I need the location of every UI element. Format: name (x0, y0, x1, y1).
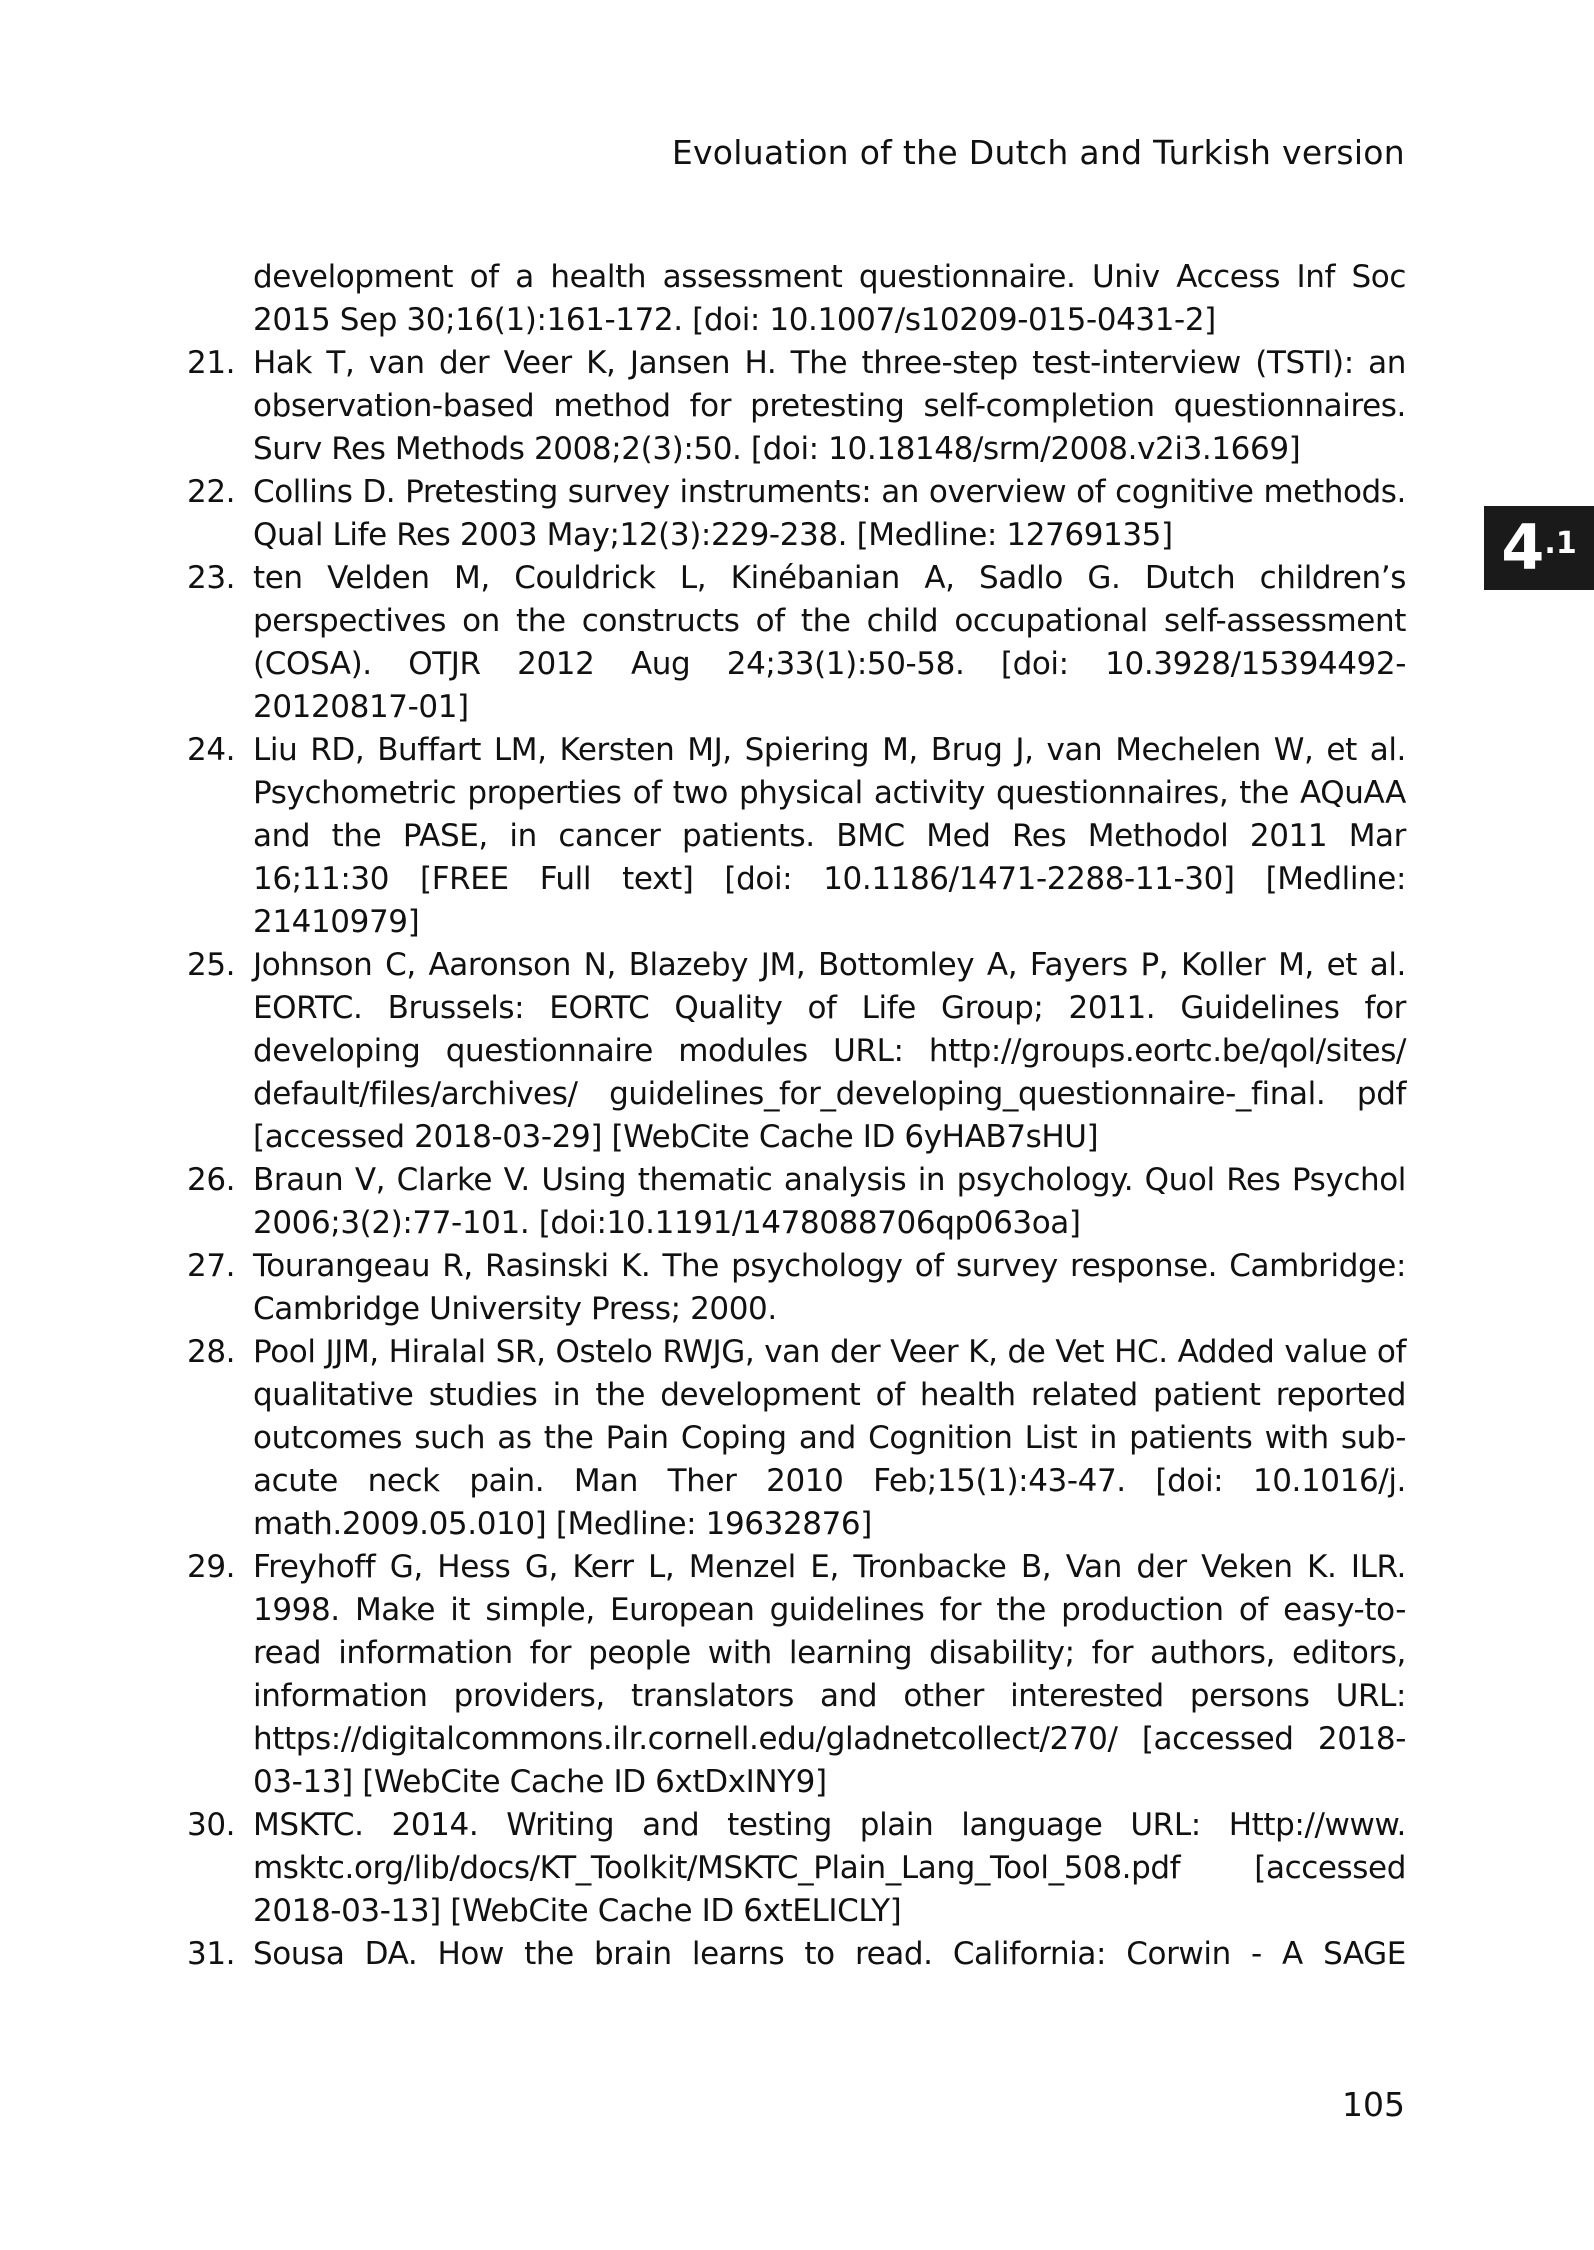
reference-number: 22. (187, 474, 236, 510)
reference-text: Braun V, Clarke V. Using thematic analysis in psychology. Quol Res Psychol 2006;3(2):77-101. [doi:10.1191/1478088706qp063oa] (253, 1162, 1406, 1241)
chapter-tab (1484, 506, 1594, 590)
reference-number: 25. (187, 947, 236, 983)
reference-text: Freyhoff G, Hess G, Kerr L, Menzel E, Tronbacke B, Van der Veken K. ILR. 1998. Make it simple, European guidelines for the production of easy-to-read information for people with learning disability; for authors, editors, information providers, translators and other interested persons URL: https://digitalcommons.ilr.cornell.edu/gladnetcollect/270/ [accessed 2018-03-13] [WebCite Cache ID 6xtDxINY9] (253, 1549, 1406, 1800)
reference-item-21 (187, 342, 1406, 471)
reference-text: development of a health assessment questionnaire. Univ Access Inf Soc 2015 Sep 30;16(1):161-172. [doi: 10.1007/s10209-015-0431-2] (253, 259, 1406, 338)
running-header: Evoluation of the Dutch and Turkish version (671, 133, 1405, 172)
reference-number: 30. (187, 1807, 236, 1843)
page-number: 105 (1342, 2085, 1405, 2124)
reference-number: 31. (187, 1936, 236, 1972)
reference-number: 21. (187, 345, 236, 381)
reference-list (187, 256, 1406, 1976)
reference-text: Sousa DA. How the brain learns to read. California: Corwin - A SAGE (253, 1936, 1406, 1972)
reference-item-31 (187, 1933, 1406, 1976)
reference-text: Tourangeau R, Rasinski K. The psychology of survey response. Cambridge: Cambridge University Press; 2000. (253, 1248, 1406, 1327)
reference-number: 29. (187, 1549, 236, 1585)
reference-item-30 (187, 1804, 1406, 1933)
reference-item-27 (187, 1245, 1406, 1331)
reference-number: 26. (187, 1162, 236, 1198)
reference-text: Liu RD, Buffart LM, Kersten MJ, Spiering M, Brug J, van Mechelen W, et al. Psychometric properties of two physical activity questionnaires, the AQuAA and the PASE, in cancer patients. BMC Med Res Methodol 2011 Mar 16;11:30 [FREE Full text] [doi: 10.1186/1471-2288-11-30] [Medline: 21410979] (253, 732, 1406, 940)
reference-text: Pool JJM, Hiralal SR, Ostelo RWJG, van der Veer K, de Vet HC. Added value of qualitative studies in the development of health related patient reported outcomes such as the Pain Coping and Cognition List in patients with sub-acute neck pain. Man Ther 2010 Feb;15(1):43-47. [doi: 10.1016/j. math.2009.05.010] [Medline: 19632876] (253, 1334, 1406, 1542)
reference-number: 27. (187, 1248, 236, 1284)
reference-text: Hak T, van der Veer K, Jansen H. The three-step test-interview (TSTI): an observation-based method for pretesting self-completion questionnaires. Surv Res Methods 2008;2(3):50. [doi: 10.18148/srm/2008.v2i3.1669] (253, 345, 1406, 467)
section-number: .1 (1544, 526, 1577, 561)
reference-item-24 (187, 729, 1406, 944)
reference-continued (187, 256, 1406, 342)
chapter-number: 4 (1501, 511, 1545, 584)
reference-item-22 (187, 471, 1406, 557)
reference-text: Collins D. Pretesting survey instruments: an overview of cognitive methods. Qual Life Res 2003 May;12(3):229-238. [Medline: 12769135] (253, 474, 1406, 553)
reference-item-23 (187, 557, 1406, 729)
reference-item-25 (187, 944, 1406, 1159)
reference-text: Johnson C, Aaronson N, Blazeby JM, Bottomley A, Fayers P, Koller M, et al. EORTC. Brussels: EORTC Quality of Life Group; 2011. Guidelines for developing questionnaire modules URL: http://groups.eortc.be/qol/sites/ default/files/archives/ guidelines_for_developing_questionnaire-_final. pdf [accessed 2018-03-29] [WebCite Cache ID 6yHAB7sHU] (253, 947, 1406, 1155)
reference-item-26 (187, 1159, 1406, 1245)
reference-item-28 (187, 1331, 1406, 1546)
reference-text: MSKTC. 2014. Writing and testing plain language URL: Http://www. msktc.org/lib/docs/KT_Toolkit/MSKTC_Plain_Lang_Tool_508.pdf [accessed 2018-03-13] [WebCite Cache ID 6xtELICLY] (253, 1807, 1406, 1929)
reference-text: ten Velden M, Couldrick L, Kinébanian A, Sadlo G. Dutch children’s perspectives on the constructs of the child occupational self-assessment (COSA). OTJR 2012 Aug 24;33(1):50-58. [doi: 10.3928/15394492-20120817-01] (253, 560, 1406, 725)
reference-number: 23. (187, 560, 236, 596)
reference-number: 28. (187, 1334, 236, 1370)
reference-item-29 (187, 1546, 1406, 1804)
reference-number: 24. (187, 732, 236, 768)
